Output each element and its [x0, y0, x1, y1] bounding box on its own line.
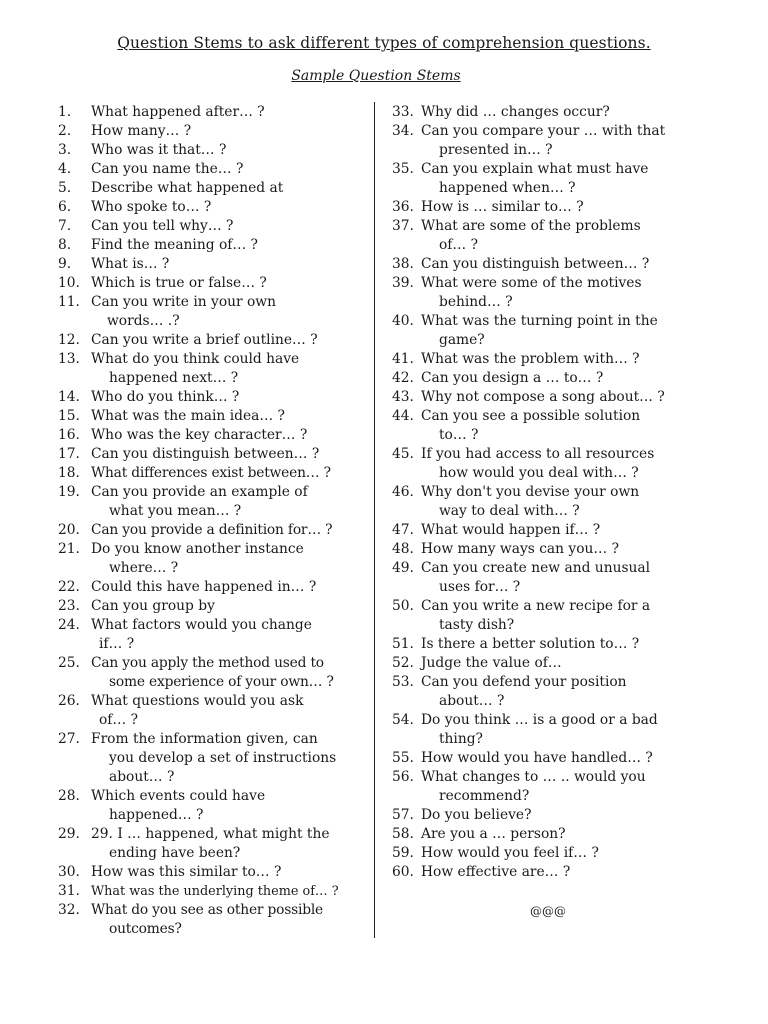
question-item [58, 388, 370, 407]
question-line: What is… ? [91, 256, 170, 272]
question-item [58, 217, 370, 236]
question-item [392, 749, 732, 768]
question-item [392, 407, 732, 445]
question-number: 43. [392, 389, 414, 405]
question-line: behind… ? [439, 294, 513, 310]
question-line: happened when… ? [439, 180, 576, 196]
question-number: 5. [58, 180, 72, 196]
question-text [91, 597, 370, 616]
question-line: of… ? [439, 237, 478, 253]
question-line: of… ? [99, 712, 138, 728]
question-text [421, 711, 732, 749]
question-number: 9. [58, 256, 72, 272]
question-line: uses for… ? [439, 579, 521, 595]
question-number: 59. [392, 845, 414, 861]
question-item [392, 217, 732, 255]
question-text [421, 540, 732, 559]
question-item [58, 863, 370, 882]
question-number: 39. [392, 275, 414, 291]
question-item [58, 464, 370, 483]
question-item [58, 521, 370, 540]
question-text [421, 160, 732, 198]
question-line: What would happen if… ? [421, 522, 601, 538]
question-item [392, 445, 732, 483]
question-line: Can you write a brief outline… ? [91, 332, 318, 348]
question-text [421, 198, 732, 217]
question-line: How is … similar to… ? [421, 199, 584, 215]
question-line: Can you create new and unusual [421, 560, 651, 576]
question-text [421, 255, 732, 274]
question-line: Can you design a … to… ? [421, 370, 604, 386]
question-line: outcomes? [109, 921, 182, 937]
question-text [421, 274, 732, 312]
question-list-right [392, 103, 732, 882]
question-number: 16. [58, 427, 80, 443]
question-item [58, 236, 370, 255]
question-line: Do you think … is a good or a bad [421, 712, 658, 728]
question-line: 29. I … happened, what might the [91, 826, 330, 842]
question-line: way to deal with… ? [439, 503, 580, 519]
question-line: What questions would you ask [91, 693, 304, 709]
question-item [58, 160, 370, 179]
question-line: What changes to … .. would you [421, 769, 646, 785]
question-line: about… ? [109, 769, 175, 785]
question-text [91, 464, 370, 483]
question-text [421, 635, 732, 654]
question-item [58, 597, 370, 616]
question-line: What do you think could have [91, 351, 300, 367]
question-line: Can you provide a definition for… ? [91, 522, 333, 538]
question-item [392, 635, 732, 654]
question-line: some experience of your own… ? [109, 674, 334, 690]
question-item [392, 863, 732, 882]
question-number: 4. [58, 161, 72, 177]
question-item [58, 578, 370, 597]
question-line: Can you tell why… ? [91, 218, 234, 234]
question-item [392, 122, 732, 160]
question-text [91, 540, 370, 578]
question-list-left [58, 103, 370, 939]
question-number: 23. [58, 598, 80, 614]
question-text [91, 293, 370, 331]
question-text [421, 844, 732, 863]
question-number: 15. [58, 408, 80, 424]
question-number: 29. [58, 826, 80, 842]
question-number: 30. [58, 864, 80, 880]
question-text [91, 863, 370, 882]
question-number: 34. [392, 123, 414, 139]
question-line: What differences exist between… ? [91, 465, 331, 481]
question-item [58, 179, 370, 198]
question-line: How would you feel if… ? [421, 845, 599, 861]
question-number: 20. [58, 522, 80, 538]
question-item [392, 825, 732, 844]
question-line: Can you distinguish between… ? [421, 256, 650, 272]
question-line: How effective are… ? [421, 864, 571, 880]
question-text [91, 388, 370, 407]
question-item [58, 293, 370, 331]
question-line: Can you explain what must have [421, 161, 649, 177]
question-line: ending have been? [109, 845, 241, 861]
question-item [58, 882, 370, 901]
question-number: 18. [58, 465, 80, 481]
question-item [58, 255, 370, 274]
question-item [392, 103, 732, 122]
question-line: How many… ? [91, 123, 192, 139]
footer-mark: @@@ [530, 904, 566, 918]
question-text [91, 274, 370, 293]
question-number: 32. [58, 902, 80, 918]
question-text [91, 255, 370, 274]
question-number: 38. [392, 256, 414, 272]
question-item [392, 559, 732, 597]
question-line: Find the meaning of… ? [91, 237, 258, 253]
document-subtitle: Sample Question Stems [291, 68, 461, 84]
question-number: 8. [58, 237, 72, 253]
question-line: How was this similar to… ? [91, 864, 282, 880]
question-line: How would you have handled… ? [421, 750, 653, 766]
question-text [91, 654, 370, 692]
question-item [392, 806, 732, 825]
question-item [392, 673, 732, 711]
question-line: Are you a … person? [421, 826, 566, 842]
question-item [392, 160, 732, 198]
question-number: 35. [392, 161, 414, 177]
question-item [392, 521, 732, 540]
question-number: 49. [392, 560, 414, 576]
question-number: 21. [58, 541, 80, 557]
question-number: 22. [58, 579, 80, 595]
question-line: presented in… ? [439, 142, 553, 158]
question-number: 50. [392, 598, 414, 614]
question-item [58, 350, 370, 388]
question-item [58, 198, 370, 217]
question-line: to… ? [439, 427, 479, 443]
question-number: 46. [392, 484, 414, 500]
question-number: 40. [392, 313, 414, 329]
question-number: 2. [58, 123, 72, 139]
question-text [91, 141, 370, 160]
question-line: Can you apply the method used to [91, 655, 324, 671]
question-item [58, 426, 370, 445]
question-line: Can you name the… ? [91, 161, 244, 177]
question-number: 24. [58, 617, 80, 633]
question-line: Can you see a possible solution [421, 408, 641, 424]
question-text [91, 616, 370, 654]
question-line: What was the underlying theme of… ? [91, 884, 339, 899]
question-text [421, 445, 732, 483]
question-text [91, 160, 370, 179]
question-line: Can you group by [91, 598, 215, 614]
question-item [58, 730, 370, 787]
question-item [58, 825, 370, 863]
question-line: What were some of the motives [421, 275, 642, 291]
question-line: Can you defend your position [421, 674, 627, 690]
question-line: Who was it that… ? [91, 142, 227, 158]
question-line: Judge the value of… [421, 655, 562, 671]
question-text [91, 122, 370, 141]
question-item [392, 198, 732, 217]
question-number: 45. [392, 446, 414, 462]
question-number: 53. [392, 674, 414, 690]
question-item [58, 407, 370, 426]
question-item [58, 901, 370, 939]
question-number: 13. [58, 351, 80, 367]
question-line: Could this have happened in… ? [91, 579, 317, 595]
question-item [392, 369, 732, 388]
question-text [421, 388, 732, 407]
question-line: tasty dish? [439, 617, 515, 633]
question-number: 10. [58, 275, 80, 291]
question-line: What are some of the problems [421, 218, 641, 234]
question-line: From the information given, can [91, 731, 318, 747]
question-line: Can you write a new recipe for a [421, 598, 651, 614]
question-item [58, 692, 370, 730]
question-line: thing? [439, 731, 483, 747]
question-line: Which events could have [91, 788, 266, 804]
question-number: 37. [392, 218, 414, 234]
question-line: how would you deal with… ? [439, 465, 639, 481]
question-number: 28. [58, 788, 80, 804]
question-text [421, 217, 732, 255]
question-line: What was the problem with… ? [421, 351, 640, 367]
question-number: 47. [392, 522, 414, 538]
question-line: Describe what happened at [91, 180, 284, 196]
question-text [91, 692, 370, 730]
document-title: Question Stems to ask different types of comprehension questions. [117, 34, 651, 52]
question-text [91, 331, 370, 350]
question-number: 31. [58, 883, 80, 899]
question-line: What was the main idea… ? [91, 408, 285, 424]
question-number: 19. [58, 484, 80, 500]
question-number: 57. [392, 807, 414, 823]
question-item [392, 483, 732, 521]
question-text [91, 179, 370, 198]
question-line: What factors would you change [91, 617, 312, 633]
question-line: Can you distinguish between… ? [91, 446, 320, 462]
question-item [392, 711, 732, 749]
question-item [58, 141, 370, 160]
question-number: 26. [58, 693, 80, 709]
question-number: 54. [392, 712, 414, 728]
question-text [91, 730, 370, 787]
question-item [392, 597, 732, 635]
question-text [421, 863, 732, 882]
question-line: What was the turning point in the [421, 313, 658, 329]
question-item [392, 274, 732, 312]
question-item [58, 616, 370, 654]
question-number: 58. [392, 826, 414, 842]
question-text [91, 350, 370, 388]
question-text [421, 103, 732, 122]
question-number: 1. [58, 104, 72, 120]
question-line: How many ways can you… ? [421, 541, 619, 557]
question-item [392, 654, 732, 673]
question-item [58, 654, 370, 692]
question-line: Can you write in your own [91, 294, 276, 310]
question-text [421, 825, 732, 844]
question-number: 12. [58, 332, 80, 348]
question-text [421, 749, 732, 768]
question-number: 11. [58, 294, 80, 310]
question-item [58, 445, 370, 464]
question-line: recommend? [439, 788, 530, 804]
question-text [421, 559, 732, 597]
question-text [421, 768, 732, 806]
question-line: Why did … changes occur? [421, 104, 610, 120]
question-text [421, 369, 732, 388]
question-item [392, 768, 732, 806]
question-item [392, 255, 732, 274]
question-text [91, 882, 370, 901]
question-line: Do you know another instance [91, 541, 304, 557]
question-number: 44. [392, 408, 414, 424]
question-item [58, 122, 370, 141]
question-number: 56. [392, 769, 414, 785]
question-text [421, 350, 732, 369]
question-line: game? [439, 332, 485, 348]
question-text [91, 407, 370, 426]
question-text [421, 654, 732, 673]
question-item [392, 350, 732, 369]
question-item [58, 540, 370, 578]
question-number: 48. [392, 541, 414, 557]
question-number: 36. [392, 199, 414, 215]
question-text [421, 673, 732, 711]
question-number: 52. [392, 655, 414, 671]
question-number: 60. [392, 864, 414, 880]
question-line: What do you see as other possible [91, 902, 324, 918]
question-line: Do you believe? [421, 807, 532, 823]
question-line: Who spoke to… ? [91, 199, 212, 215]
question-number: 42. [392, 370, 414, 386]
question-number: 17. [58, 446, 80, 462]
question-text [421, 483, 732, 521]
question-text [91, 787, 370, 825]
question-line: about… ? [439, 693, 505, 709]
question-line: happened next… ? [109, 370, 239, 386]
question-line: What happened after… ? [91, 104, 265, 120]
question-item [392, 388, 732, 407]
question-number: 6. [58, 199, 72, 215]
question-line: Can you compare your … with that [421, 123, 666, 139]
question-text [91, 426, 370, 445]
question-text [421, 312, 732, 350]
question-line: Which is true or false… ? [91, 275, 267, 291]
question-number: 3. [58, 142, 72, 158]
question-line: what you mean… ? [109, 503, 242, 519]
question-number: 7. [58, 218, 72, 234]
question-text [91, 521, 370, 540]
question-item [58, 331, 370, 350]
question-line: Who was the key character… ? [91, 427, 308, 443]
question-text [91, 825, 370, 863]
question-text [91, 103, 370, 122]
question-number: 33. [392, 104, 414, 120]
question-item [392, 540, 732, 559]
question-number: 14. [58, 389, 80, 405]
question-line: happened… ? [109, 807, 204, 823]
question-line: words… .? [107, 313, 180, 329]
question-text [91, 445, 370, 464]
question-line: If you had access to all resources [421, 446, 655, 462]
question-number: 51. [392, 636, 414, 652]
question-text [91, 198, 370, 217]
question-text [421, 122, 732, 160]
question-item [392, 844, 732, 863]
question-item [58, 274, 370, 293]
question-text [91, 217, 370, 236]
question-text [91, 578, 370, 597]
question-line: you develop a set of instructions [109, 750, 337, 766]
question-text [91, 483, 370, 521]
question-line: Why not compose a song about… ? [421, 389, 665, 405]
question-text [421, 521, 732, 540]
question-item [58, 787, 370, 825]
question-line: where… ? [109, 560, 179, 576]
question-text [91, 236, 370, 255]
question-line: Why don't you devise your own [421, 484, 640, 500]
question-line: Can you provide an example of [91, 484, 308, 500]
question-item [392, 312, 732, 350]
question-line: Is there a better solution to… ? [421, 636, 640, 652]
question-text [421, 806, 732, 825]
question-line: if… ? [99, 636, 135, 652]
question-line: Who do you think… ? [91, 389, 240, 405]
question-number: 41. [392, 351, 414, 367]
question-item [58, 483, 370, 521]
question-text [421, 407, 732, 445]
question-item [58, 103, 370, 122]
column-divider [374, 102, 375, 938]
question-number: 55. [392, 750, 414, 766]
question-number: 25. [58, 655, 80, 671]
question-number: 27. [58, 731, 80, 747]
question-text [421, 597, 732, 635]
question-text [91, 901, 370, 939]
